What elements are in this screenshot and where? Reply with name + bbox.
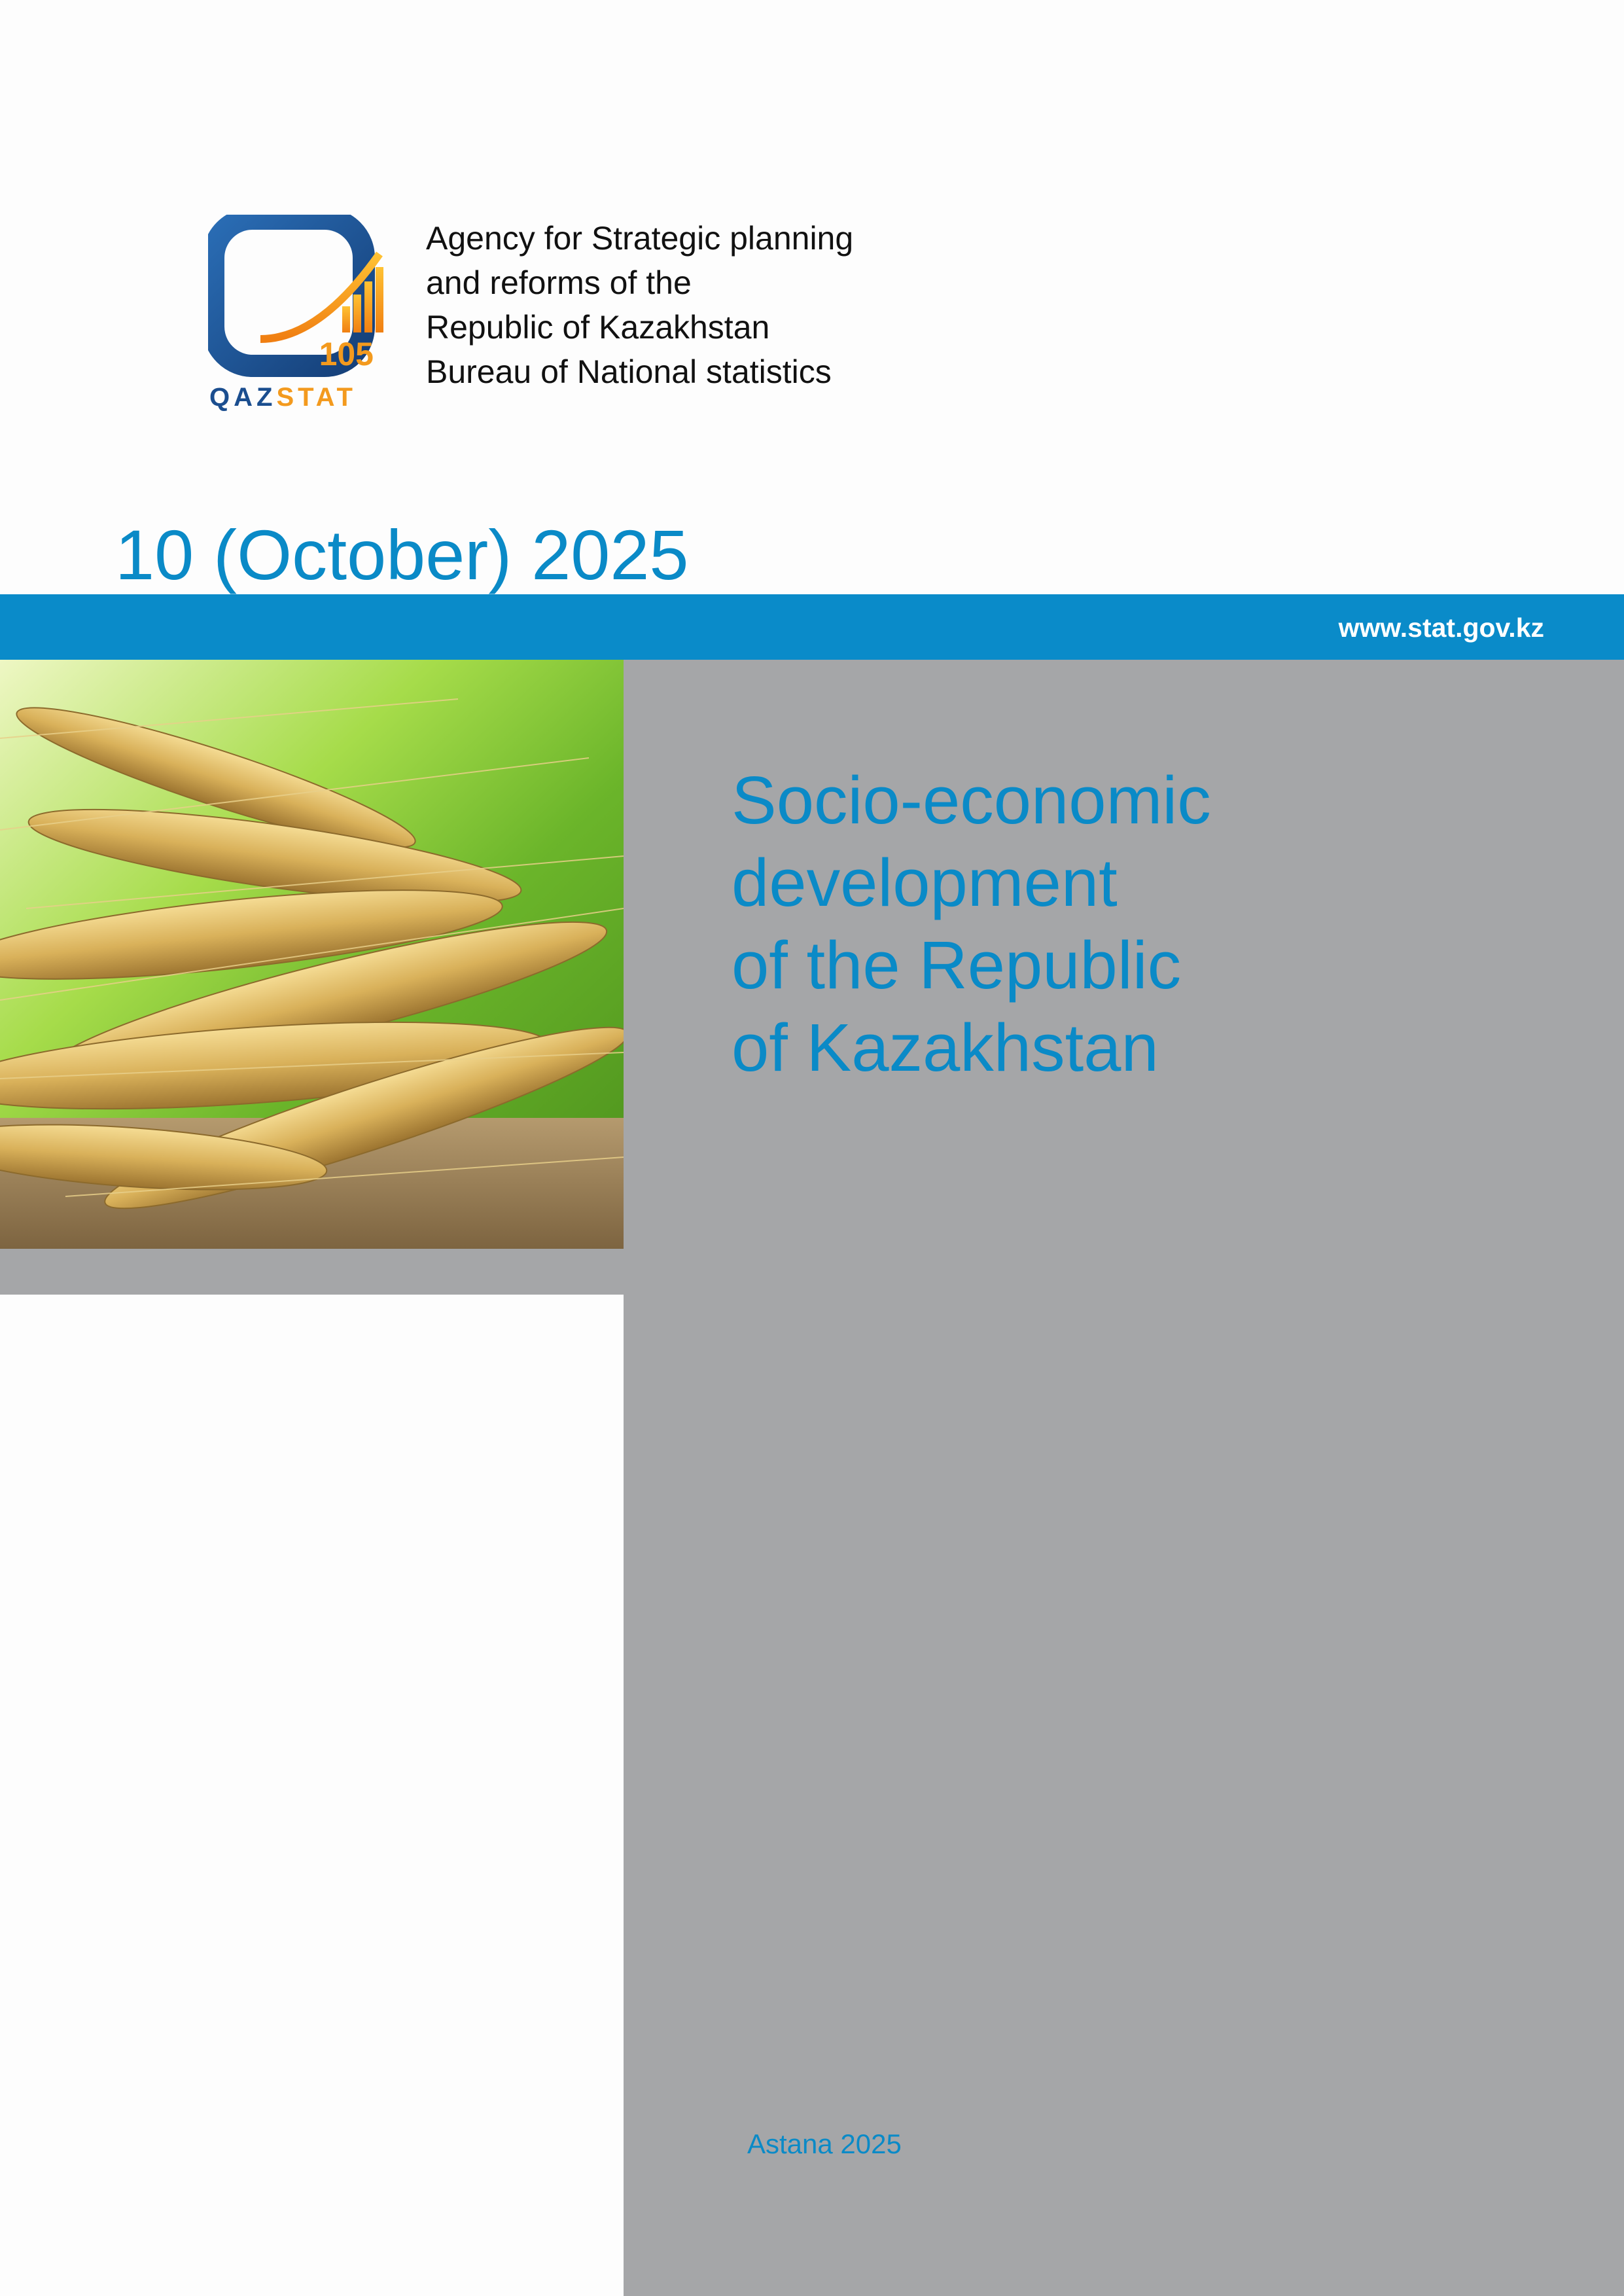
report-title-line: of the Republic (732, 927, 1182, 1003)
agency-line: Agency for Strategic planning (426, 220, 854, 257)
logo-badge: 105 (319, 336, 374, 372)
agency-name (426, 216, 1015, 394)
qazstat-logo-icon (208, 215, 388, 411)
issue-date: 10 (October) 2025 (115, 515, 689, 594)
report-title-line: Socio-economic (732, 762, 1211, 838)
logo-wordmark-stat: STAT (276, 383, 357, 411)
website-link[interactable]: www.stat.gov.kz (1338, 613, 1544, 643)
wheat-photo (0, 660, 624, 1249)
agency-line: Bureau of National statistics (426, 353, 832, 390)
logo-wordmark-qaz: QAZ (209, 383, 277, 411)
blue-band (0, 594, 1624, 660)
agency-line: Republic of Kazakhstan (426, 309, 770, 346)
report-title-line: of Kazakhstan (732, 1010, 1159, 1085)
agency-line: and reforms of the (426, 264, 692, 301)
grey-strip (0, 1249, 624, 1295)
report-title (732, 759, 1582, 1089)
publication-place-year: Astana 2025 (747, 2128, 902, 2159)
svg-text:QAZSTAT (209, 383, 357, 411)
qazstat-logo (208, 215, 388, 411)
report-title-line: development (732, 845, 1118, 920)
